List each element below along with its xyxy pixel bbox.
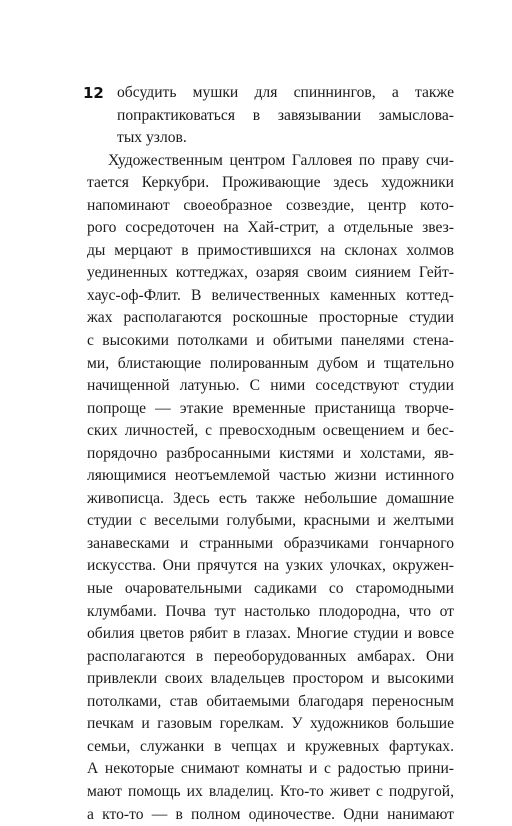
text-line: семьи, служанки в чепцах и кружевных фартуках.	[87, 736, 454, 759]
text-line: обсудить мушки для спиннингов, а также	[87, 82, 454, 105]
text-line: тых узлов.	[87, 127, 454, 150]
text-line: занавесками и странными образчиками гончарного	[87, 533, 454, 556]
text-line: напоминают своеобразное созвездие, центр кото-	[87, 195, 454, 218]
text-line: ских личностей, с превосходным освещением и бес-	[87, 420, 454, 443]
page-number: 12	[83, 84, 104, 102]
text-line: потолками, став обитаемыми благодаря переносным	[87, 691, 454, 714]
text-line: начищенной латунью. С ними соседствуют студии	[87, 375, 454, 398]
text-line: попрактиковаться в завязывании замыслова-	[87, 105, 454, 128]
text-line: хаус-оф-Флит. В величественных каменных коттед-	[87, 285, 454, 308]
text-line: А некоторые снимают комнаты и с радостью прини-	[87, 758, 454, 781]
text-line: ляющимися неотъемлемой частью жизни истинного	[87, 465, 454, 488]
text-line: живописца. Здесь есть также небольшие домашние	[87, 488, 454, 511]
text-line: ды мерцают в примостившихся на склонах холмов	[87, 240, 454, 263]
text-line: обилия цветов рябит в глазах. Многие студии и вовсе	[87, 623, 454, 646]
text-line: рого сосредоточен на Хай-стрит, а отдельные звез-	[87, 217, 454, 240]
text-line: тается Керкубри. Проживающие здесь художники	[87, 172, 454, 195]
text-line: с высокими потолками и обитыми панелями стена-	[87, 330, 454, 353]
text-line: располагаются в переоборудованных амбарах. Они	[87, 646, 454, 669]
text-line: мают помощь их владелиц. Кто-то живет с подругой,	[87, 781, 454, 804]
text-line: печкам и газовым горелкам. У художников большие	[87, 713, 454, 736]
text-line: ные очаровательными садиками со старомодными	[87, 578, 454, 601]
text-line: Художественным центром Галловея по праву счи-	[87, 150, 454, 173]
text-line: уединенных коттеджах, озаряя своим сиянием Гейт-	[87, 262, 454, 285]
text-line: искусства. Они прячутся на узких улочках, окружен-	[87, 555, 454, 578]
text-line: порядочно разбросанными кистями и холстами, яв-	[87, 443, 454, 466]
text-line: а кто-то — в полном одиночестве. Одни нанимают	[87, 804, 454, 826]
text-line: жах располагаются роскошные просторные студии	[87, 307, 454, 330]
body-text	[87, 82, 454, 826]
text-line: ми, блистающие полированным дубом и тщательно	[87, 353, 454, 376]
text-line: клумбами. Почва тут настолько плодородна, что от	[87, 601, 454, 624]
text-line: привлекли своих владельцев простором и высокими	[87, 668, 454, 691]
text-line: студии с веселыми голубыми, красными и желтыми	[87, 510, 454, 533]
text-line: попроще — этакие временные пристанища творче-	[87, 398, 454, 421]
